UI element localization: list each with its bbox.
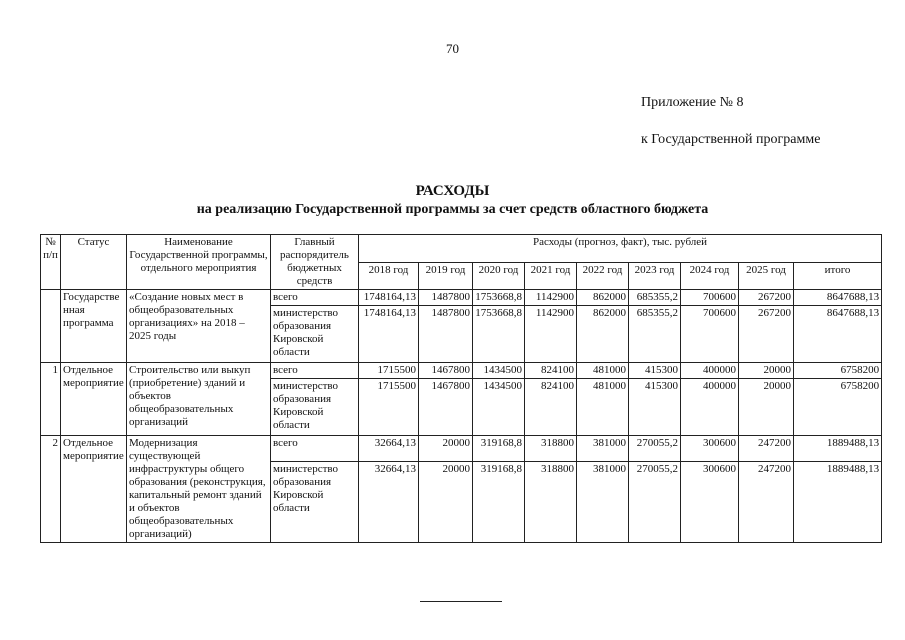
value-cell: 300600 bbox=[681, 436, 739, 462]
value-cell: 267200 bbox=[739, 306, 794, 363]
value-cell: 1467800 bbox=[419, 363, 473, 379]
program-reference: к Государственной программе bbox=[641, 132, 821, 147]
value-cell: 1467800 bbox=[419, 379, 473, 436]
value-cell: 270055,2 bbox=[629, 462, 681, 543]
value-cell: 319168,8 bbox=[473, 462, 525, 543]
value-cell: 1142900 bbox=[525, 306, 577, 363]
row-num bbox=[41, 290, 61, 363]
total-cell: 6758200 bbox=[794, 363, 882, 379]
row-admin: всего bbox=[271, 363, 359, 379]
value-cell: 1487800 bbox=[419, 290, 473, 306]
value-cell: 32664,13 bbox=[359, 462, 419, 543]
value-cell: 20000 bbox=[419, 436, 473, 462]
value-cell: 824100 bbox=[525, 363, 577, 379]
value-cell: 685355,2 bbox=[629, 290, 681, 306]
header-year: 2022 год bbox=[577, 262, 629, 290]
value-cell: 20000 bbox=[739, 363, 794, 379]
header-admin: Главный распорядитель бюджетных средств bbox=[271, 235, 359, 290]
total-cell: 8647688,13 bbox=[794, 290, 882, 306]
row-admin: всего bbox=[271, 436, 359, 462]
total-cell: 8647688,13 bbox=[794, 306, 882, 363]
row-admin: министерство образования Кировской области bbox=[271, 462, 359, 543]
value-cell: 481000 bbox=[577, 363, 629, 379]
table-row bbox=[41, 363, 882, 379]
table-row bbox=[41, 436, 882, 462]
header-year: 2020 год bbox=[473, 262, 525, 290]
value-cell: 1753668,8 bbox=[473, 290, 525, 306]
value-cell: 319168,8 bbox=[473, 436, 525, 462]
value-cell: 1715500 bbox=[359, 379, 419, 436]
value-cell: 20000 bbox=[419, 462, 473, 543]
value-cell: 300600 bbox=[681, 462, 739, 543]
value-cell: 1434500 bbox=[473, 363, 525, 379]
value-cell: 381000 bbox=[577, 462, 629, 543]
value-cell: 415300 bbox=[629, 363, 681, 379]
total-cell: 6758200 bbox=[794, 379, 882, 436]
expenses-table bbox=[40, 234, 882, 543]
document-title: РАСХОДЫ bbox=[415, 183, 490, 199]
value-cell: 318800 bbox=[525, 436, 577, 462]
row-name: Модернизация существующей инфраструктуры общего образования (реконструкция, капитальный ремонт зданий и объектов общеобразовательных организаций) bbox=[127, 436, 271, 543]
page-number: 70 bbox=[446, 41, 459, 56]
value-cell: 1748164,13 bbox=[359, 306, 419, 363]
header-year: 2025 год bbox=[739, 262, 794, 290]
value-cell: 700600 bbox=[681, 290, 739, 306]
header-year: 2018 год bbox=[359, 262, 419, 290]
value-cell: 318800 bbox=[525, 462, 577, 543]
header-year: 2024 год bbox=[681, 262, 739, 290]
value-cell: 1142900 bbox=[525, 290, 577, 306]
row-num: 1 bbox=[41, 363, 61, 436]
value-cell: 1753668,8 bbox=[473, 306, 525, 363]
value-cell: 1715500 bbox=[359, 363, 419, 379]
header-year: 2019 год bbox=[419, 262, 473, 290]
value-cell: 685355,2 bbox=[629, 306, 681, 363]
value-cell: 32664,13 bbox=[359, 436, 419, 462]
value-cell: 267200 bbox=[739, 290, 794, 306]
header-row-1 bbox=[41, 235, 882, 263]
row-status: Государственная программа bbox=[61, 290, 127, 363]
row-admin: министерство образования Кировской области bbox=[271, 306, 359, 363]
row-name: Строительство или выкуп (приобретение) зданий и объектов общеобразовательных организаций bbox=[127, 363, 271, 436]
value-cell: 481000 bbox=[577, 379, 629, 436]
header-expenses: Расходы (прогноз, факт), тыс. рублей bbox=[359, 235, 882, 263]
row-admin: министерство образования Кировской области bbox=[271, 379, 359, 436]
row-status: Отдельное мероприятие bbox=[61, 363, 127, 436]
row-num: 2 bbox=[41, 436, 61, 543]
value-cell: 700600 bbox=[681, 306, 739, 363]
value-cell: 247200 bbox=[739, 462, 794, 543]
value-cell: 270055,2 bbox=[629, 436, 681, 462]
value-cell: 247200 bbox=[739, 436, 794, 462]
value-cell: 400000 bbox=[681, 379, 739, 436]
value-cell: 824100 bbox=[525, 379, 577, 436]
value-cell: 862000 bbox=[577, 306, 629, 363]
total-cell: 1889488,13 bbox=[794, 462, 882, 543]
header-year: 2021 год bbox=[525, 262, 577, 290]
row-status: Отдельное мероприятие bbox=[61, 436, 127, 543]
value-cell: 862000 bbox=[577, 290, 629, 306]
header-name: Наименование Государственной программы, отдельного мероприятия bbox=[127, 235, 271, 290]
value-cell: 415300 bbox=[629, 379, 681, 436]
header-total: итого bbox=[794, 262, 882, 290]
header-num: № п/п bbox=[41, 235, 61, 290]
header-year: 2023 год bbox=[629, 262, 681, 290]
appendix-label: Приложение № 8 bbox=[641, 95, 744, 110]
value-cell: 381000 bbox=[577, 436, 629, 462]
value-cell: 400000 bbox=[681, 363, 739, 379]
footer-divider bbox=[420, 601, 502, 602]
row-name: «Создание новых мест в общеобразовательных организациях» на 2018 – 2025 годы bbox=[127, 290, 271, 363]
header-status: Статус bbox=[61, 235, 127, 290]
table-row bbox=[41, 290, 882, 306]
total-cell: 1889488,13 bbox=[794, 436, 882, 462]
value-cell: 1487800 bbox=[419, 306, 473, 363]
row-admin: всего bbox=[271, 290, 359, 306]
value-cell: 20000 bbox=[739, 379, 794, 436]
value-cell: 1748164,13 bbox=[359, 290, 419, 306]
value-cell: 1434500 bbox=[473, 379, 525, 436]
document-subtitle: на реализацию Государственной программы за счет средств областного бюджета bbox=[196, 202, 709, 217]
